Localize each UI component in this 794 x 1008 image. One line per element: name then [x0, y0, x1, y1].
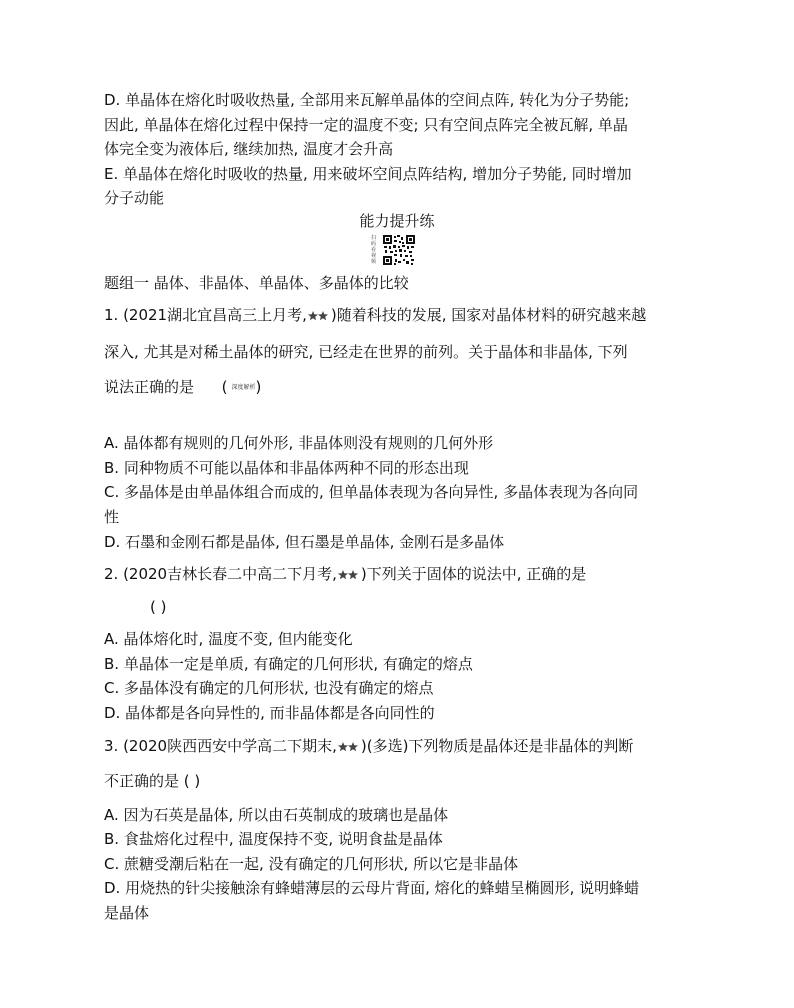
q1-option-d: D. 石墨和金刚石都是晶体, 但石墨是单晶体, 金刚石是多晶体: [104, 533, 505, 551]
q1-option-c-line-2: 性: [104, 508, 120, 526]
q1-stem-end: 说法正确的是: [104, 378, 195, 396]
q3-option-d-line-2: 是晶体: [104, 904, 150, 922]
answer-paren-open: (: [221, 378, 228, 396]
q1-line-3: [104, 376, 261, 399]
option-d-line-3: 体完全变为液体后, 继续加热, 温度才会升高: [104, 140, 394, 158]
option-d-line-1: D. 单晶体在熔化时吸收热量, 全部用来瓦解单晶体的空间点阵, 转化为分子势能;: [104, 91, 630, 109]
q2-line-1: [104, 563, 586, 585]
q1-option-a: A. 晶体都有规则的几何外形, 非晶体则没有规则的几何外形: [104, 434, 494, 452]
answer-paren-close: ): [255, 378, 262, 396]
q2-option-d: D. 晶体都是各向异性的, 而非晶体都是各向同性的: [104, 704, 435, 722]
q3-line-1: [104, 735, 633, 757]
q1-lead: 1. (2021湖北宜昌高三上月考,: [104, 306, 307, 324]
q2-option-c: C. 多晶体没有确定的几何形状, 也没有确定的熔点: [104, 679, 434, 697]
section-title: 能力提升练: [359, 212, 435, 230]
qr-code-icon[interactable]: [382, 234, 416, 266]
q3-option-c: C. 蔗糖受潮后粘在一起, 没有确定的几何形状, 所以它是非晶体: [104, 855, 519, 873]
q3-option-a: A. 因为石英是晶体, 所以由石英制成的玻璃也是晶体: [104, 806, 449, 824]
q2-option-a: A. 晶体熔化时, 温度不变, 但内能变化: [104, 630, 353, 648]
group-title: 题组一 晶体、非晶体、单晶体、多晶体的比较: [104, 274, 409, 292]
q2-answer-paren: ( ): [150, 598, 167, 616]
q1-rest: )随着科技的发展, 国家对晶体材料的研究越来越: [330, 306, 647, 324]
q3-lead: 3. (2020陕西西安中学高二下期末,: [104, 737, 337, 755]
q1-option-c-line-1: C. 多晶体是由单晶体组合而成的, 但单晶体表现为各向异性, 多晶体表现为各向同: [104, 483, 639, 501]
difficulty-stars-icon: [338, 741, 360, 753]
q1-hint: 深度解析: [231, 383, 256, 391]
q1-line-1: [104, 304, 646, 326]
q2-option-b: B. 单晶体一定是单质, 有确定的几何形状, 有确定的熔点: [104, 655, 473, 673]
q3-rest: )(多选)下列物质是晶体还是非晶体的判断: [360, 737, 634, 755]
q1-line-2: 深入, 尤其是对稀土晶体的研究, 已经走在世界的前列。关于晶体和非晶体, 下列: [104, 343, 628, 361]
difficulty-stars-icon: [338, 569, 360, 581]
q3-line-2: 不正确的是 ( ): [104, 772, 201, 790]
qr-block[interactable]: [371, 234, 419, 266]
difficulty-stars-icon: [308, 310, 330, 322]
q2-lead: 2. (2020吉林长春二中高二下月考,: [104, 565, 337, 583]
option-e-line-1: E. 单晶体在熔化时吸收的热量, 用来破坏空间点阵结构, 增加分子势能, 同时增加: [104, 165, 632, 183]
q3-option-d-line-1: D. 用烧热的针尖接触涂有蜂蜡薄层的云母片背面, 熔化的蜂蜡呈椭圆形, 说明蜂蜡: [104, 879, 640, 897]
option-d-line-2: 因此, 单晶体在熔化过程中保持一定的温度不变; 只有空间点阵完全被瓦解, 单晶: [104, 116, 628, 134]
q3-option-b: B. 食盐熔化过程中, 温度保持不变, 说明食盐是晶体: [104, 830, 443, 848]
qr-label: 扫码看视频: [371, 235, 377, 265]
q2-rest: )下列关于固体的说法中, 正确的是: [360, 565, 587, 583]
q1-option-b: B. 同种物质不可能以晶体和非晶体两种不同的形态出现: [104, 459, 469, 477]
option-e-line-2: 分子动能: [104, 189, 165, 207]
